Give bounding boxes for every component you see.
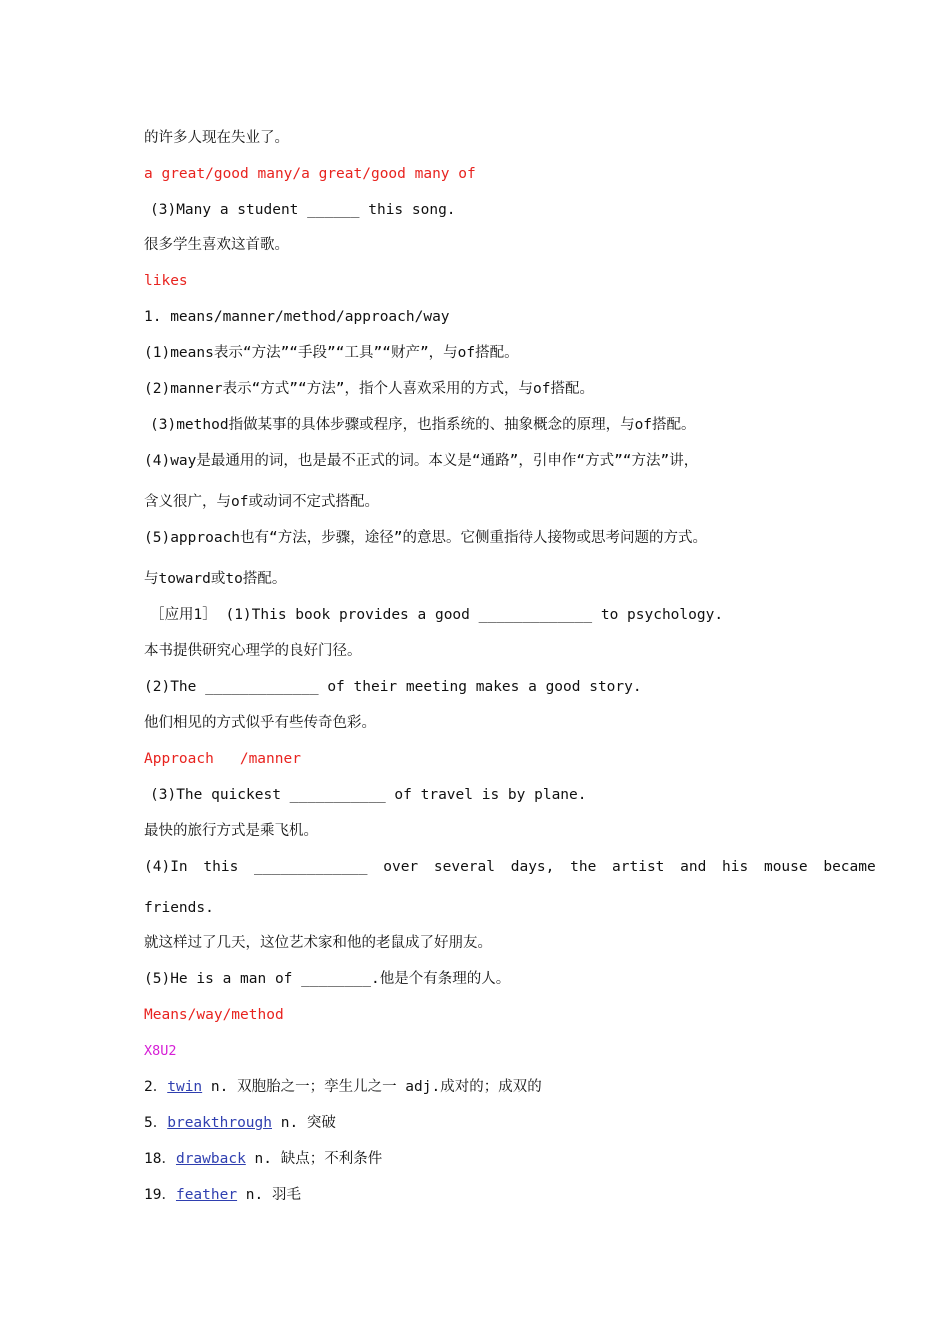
vocab-number: 5． bbox=[144, 1115, 168, 1131]
exercise-line: (2)The _____________ of their meeting makes a good story. bbox=[144, 679, 642, 695]
translation-line: 就这样过了几天，这位艺术家和他的老鼠成了好朋友。 bbox=[144, 935, 492, 951]
exercise-line: (3)Many a student ______ this song. bbox=[150, 202, 456, 218]
translation-line: 他们相见的方式似乎有些传奇色彩。 bbox=[144, 715, 376, 731]
exercise-line: friends. bbox=[144, 900, 214, 916]
answer-line bbox=[144, 749, 301, 769]
exercise-line: (3)The quickest ___________ of travel is by plane. bbox=[150, 787, 587, 803]
answer-line: a great/good many/a great/good many of bbox=[144, 166, 476, 182]
vocab-definition: n. 羽毛 bbox=[237, 1187, 301, 1203]
text-line: (1)means表示“方法”“手段”“工具”“财产”，与of搭配。 bbox=[144, 345, 519, 361]
unit-tag: X8U2 bbox=[144, 1043, 177, 1059]
translation-line: 本书提供研究心理学的良好门径。 bbox=[144, 643, 362, 659]
document-page bbox=[144, 0, 876, 1344]
translation-line: 最快的旅行方式是乘飞机。 bbox=[144, 823, 318, 839]
vocab-number: 18． bbox=[144, 1151, 176, 1167]
text-line: (3)method指做某事的具体步骤或程序，也指系统的、抽象概念的原理，与of搭配。 bbox=[150, 417, 696, 433]
vocab-word-link[interactable]: twin bbox=[167, 1079, 203, 1095]
exercise-line: ［应用1］ (1)This book provides a good _____________ to psychology. bbox=[150, 607, 724, 623]
translation-line: 很多学生喜欢这首歌。 bbox=[144, 237, 289, 253]
vocab-number: 19． bbox=[144, 1187, 176, 1203]
text-line: 与toward或to搭配。 bbox=[144, 571, 287, 587]
vocab-item bbox=[144, 1185, 301, 1205]
answer-line: likes bbox=[144, 273, 188, 289]
heading-line: 1. means/manner/method/approach/way bbox=[144, 309, 450, 325]
text-line: (5)approach也有“方法，步骤，途径”的意思。它侧重指待人接物或思考问题的方式。 bbox=[144, 530, 707, 546]
vocab-number: 2． bbox=[144, 1079, 168, 1095]
answer-approach: Approach bbox=[144, 751, 214, 767]
vocab-word-link[interactable]: feather bbox=[175, 1187, 238, 1203]
exercise-line: (4)In this _____________ over several days, the artist and his mouse became bbox=[144, 859, 876, 875]
vocab-word-link[interactable]: breakthrough bbox=[167, 1115, 272, 1131]
text-line: 的许多人现在失业了。 bbox=[144, 130, 289, 146]
answer-manner: /manner bbox=[239, 751, 301, 767]
text-line: (4)way是最通用的词，也是最不正式的词。本义是“通路”，引申作“方式”“方法”讲， bbox=[144, 453, 699, 469]
vocab-item bbox=[144, 1113, 336, 1133]
text-line: (2)manner表示“方式”“方法”，指个人喜欢采用的方式，与of搭配。 bbox=[144, 381, 594, 397]
vocab-item bbox=[144, 1077, 542, 1097]
exercise-line: (5)He is a man of ________.他是个有条理的人。 bbox=[144, 971, 511, 987]
vocab-word-link[interactable]: drawback bbox=[175, 1151, 246, 1167]
vocab-definition: n. 突破 bbox=[272, 1115, 336, 1131]
text-line: 含义很广，与of或动词不定式搭配。 bbox=[144, 494, 379, 510]
vocab-item bbox=[144, 1149, 382, 1169]
vocab-definition: n. 双胞胎之一；孪生儿之一 adj.成对的；成双的 bbox=[202, 1079, 542, 1095]
vocab-definition: n. 缺点；不利条件 bbox=[245, 1151, 383, 1167]
answer-line: Means/way/method bbox=[144, 1007, 284, 1023]
